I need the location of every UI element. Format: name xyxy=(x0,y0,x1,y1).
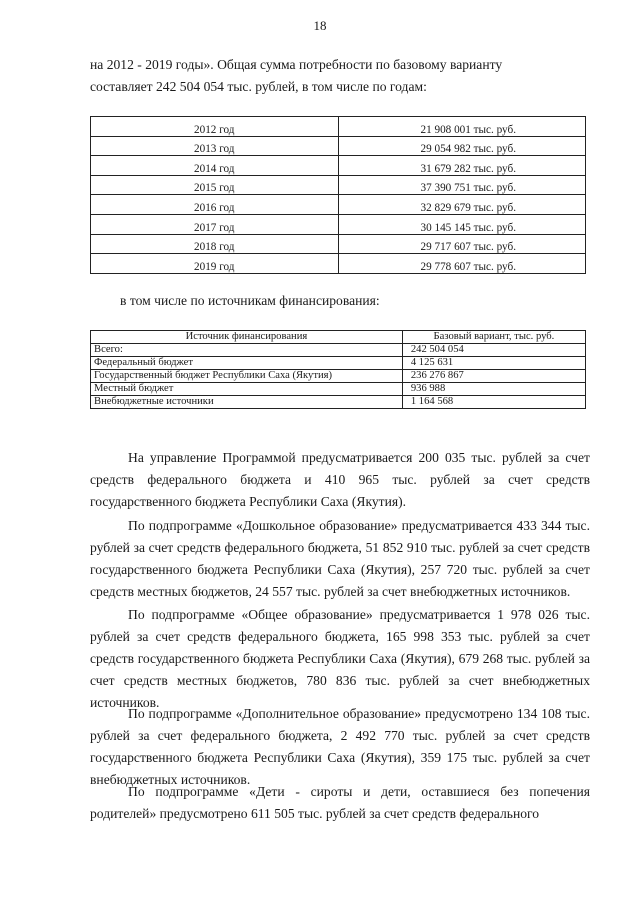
year-row xyxy=(91,175,586,195)
source-amount-cell: 236 276 867 xyxy=(402,370,585,383)
year-amount-cell: 29 054 982 тыс. руб. xyxy=(338,136,586,156)
header-amount: Базовый вариант, тыс. руб. xyxy=(402,331,585,344)
header-source: Источник финансирования xyxy=(91,331,403,344)
source-amount-cell: 1 164 568 xyxy=(402,396,585,409)
source-cell: Государственный бюджет Республики Саха (Якутия) xyxy=(91,370,403,383)
year-cell: 2015 год xyxy=(91,175,339,195)
year-row xyxy=(91,117,586,137)
year-row xyxy=(91,214,586,234)
year-cell: 2018 год xyxy=(91,234,339,254)
year-row xyxy=(91,156,586,176)
year-amount-cell: 29 717 607 тыс. руб. xyxy=(338,234,586,254)
paragraph-additional-education: По подпрограмме «Дополнительное образование» предусмотрено 134 108 тыс. рублей за счет федерального бюджета, 2 492 770 тыс. рублей за счет средств государственного бюджета Республики Саха (Якутия), 359 175 тыс. рублей за счет внебюджетных источников. xyxy=(90,706,590,787)
intro-line-1: на 2012 - 2019 годы». Общая сумма потребности по базовому варианту xyxy=(90,57,503,72)
source-cell: Всего: xyxy=(91,344,403,357)
funding-by-year-table xyxy=(90,116,586,274)
paragraph-orphans: По подпрограмме «Дети - сироты и дети, оставшиеся без попечения родителей» предусмотрено 611 505 тыс. рублей за счет средств федерального xyxy=(90,784,590,821)
source-row xyxy=(91,383,586,396)
source-row xyxy=(91,357,586,370)
source-row xyxy=(91,344,586,357)
year-amount-cell: 32 829 679 тыс. руб. xyxy=(338,195,586,215)
paragraph-management: На управление Программой предусматривается 200 035 тыс. рублей за счет средств федерального бюджета и 410 965 тыс. рублей за счет средств государственного бюджета Республики Саха (Якутия). xyxy=(90,450,590,509)
year-cell: 2014 год xyxy=(91,156,339,176)
year-cell: 2012 год xyxy=(91,117,339,137)
year-amount-cell: 31 679 282 тыс. руб. xyxy=(338,156,586,176)
year-amount-cell: 29 778 607 тыс. руб. xyxy=(338,254,586,274)
year-row xyxy=(91,254,586,274)
year-cell: 2019 год xyxy=(91,254,339,274)
paragraph-general-education: По подпрограмме «Общее образование» предусматривается 1 978 026 тыс. рублей за счет средств федерального бюджета, 165 998 353 тыс. рублей за счет средств государственного бюджета Республики Саха (Якутия), 679 268 тыс. рублей за счет средств местных бюджетов, 780 836 тыс. рублей за счет внебюджетных источников. xyxy=(90,607,590,710)
funding-by-source-table xyxy=(90,330,586,409)
paragraph-preschool: По подпрограмме «Дошкольное образование» предусматривается 433 344 тыс. рублей за счет средств федерального бюджета, 51 852 910 тыс. рублей за счет средств государственного бюджета Республики Саха (Якутия), 257 720 тыс. рублей за счет средств местных бюджетов, 24 557 тыс. рублей за счет внебюджетных источников. xyxy=(90,518,590,599)
sources-header-row xyxy=(91,331,586,344)
year-cell: 2013 год xyxy=(91,136,339,156)
sources-intro: в том числе по источникам финансирования: xyxy=(120,293,380,308)
source-row xyxy=(91,370,586,383)
year-amount-cell: 21 908 001 тыс. руб. xyxy=(338,117,586,137)
source-amount-cell: 936 988 xyxy=(402,383,585,396)
year-cell: 2017 год xyxy=(91,214,339,234)
source-row xyxy=(91,396,586,409)
intro-line-2: составляет 242 504 054 тыс. рублей, в том числе по годам: xyxy=(90,79,427,94)
year-row xyxy=(91,234,586,254)
source-amount-cell: 4 125 631 xyxy=(402,357,585,370)
source-cell: Местный бюджет xyxy=(91,383,403,396)
source-cell: Внебюджетные источники xyxy=(91,396,403,409)
year-row xyxy=(91,136,586,156)
source-cell: Федеральный бюджет xyxy=(91,357,403,370)
year-row xyxy=(91,195,586,215)
year-cell: 2016 год xyxy=(91,195,339,215)
page-number: 18 xyxy=(313,18,327,33)
source-amount-cell: 242 504 054 xyxy=(402,344,585,357)
year-amount-cell: 30 145 145 тыс. руб. xyxy=(338,214,586,234)
year-amount-cell: 37 390 751 тыс. руб. xyxy=(338,175,586,195)
